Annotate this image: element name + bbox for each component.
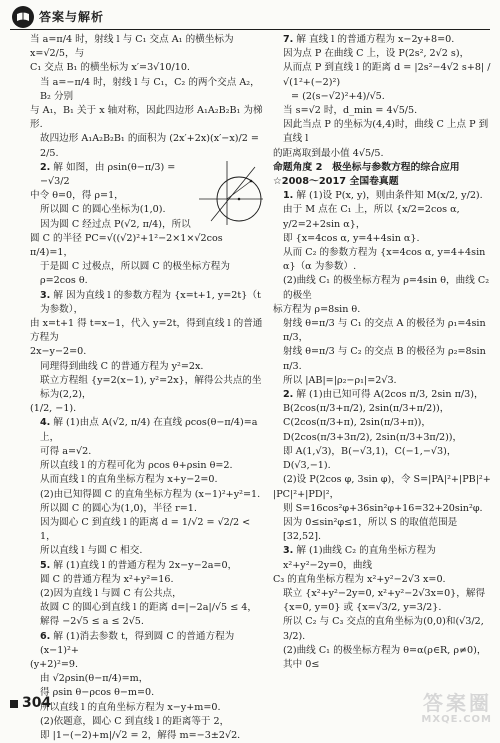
- section-title: 命题角度 2 极坐标与参数方程的综合应用: [273, 161, 460, 173]
- text-line: 由 √2ρsin(θ−π/4)=m，: [40, 673, 149, 685]
- text-line: 当 s=√2 时，d_min = 4√5/5.: [283, 105, 418, 117]
- text-line: 所以圆 C 的圆心为(1,0)，半径 r=1.: [40, 502, 197, 514]
- book-logo-icon: [12, 6, 34, 28]
- text-line: 因为圆心 C 到直线 l 的距离 d = 1/√2 = √2/2 < 1，: [40, 516, 251, 543]
- text-line: (2)曲线 C₁ 的极坐标方程为 θ=α(ρ∈R, ρ≠0)，其中 0≤: [283, 644, 487, 670]
- text-line: 与 A₁，B₁ 关于 x 轴对称，因此四边形 A₁A₂B₂B₁ 为梯形.: [30, 105, 263, 131]
- text-line: 解 (1)消去参数 t，得到圆 C 的普通方程为 (x−1)²+: [40, 630, 235, 656]
- text-line: (2)曲线 C₁ 的极坐标方程为 ρ=4sin θ，曲线 C₂ 的极坐: [283, 275, 490, 301]
- text-line: 当 a=π/4 时，射线 l 与 C₁ 交点 A₁ 的横坐标为 x=√2/5，与: [30, 34, 234, 60]
- text-line: 从而直线 l 的直角坐标方程为 x+y−2=0.: [40, 474, 218, 486]
- header-rule: [10, 29, 490, 30]
- text-line: 从而 C₂ 的参数方程为 {x=4cos α, y=4+4sin α}（α 为参数）.: [283, 247, 486, 273]
- text-line: 所以 C₂ 与 C₃ 交点的直角坐标为(0,0)和(√3/2, 3/2).: [283, 616, 484, 642]
- text-line: 由于 M 点在 C₁ 上，所以 {x/2=2cos α, y/2=2+2sin α}，: [283, 204, 460, 230]
- text-line: 同理得到曲线 C 的普通方程为 y²=2x.: [40, 360, 204, 372]
- text-line: 解 如图，由 ρsin(θ−π/3) = −√3/2: [40, 161, 176, 188]
- text-line: (2)因为直线 l 与圆 C 有公共点，: [40, 587, 182, 599]
- text-line: 所以直线 l 的直角坐标方程为 x−y+m=0.: [40, 701, 221, 713]
- text-line: 因为圆 C 经过点 P(√2, π/4)，所以: [40, 218, 191, 230]
- text-line: 联立 {x²+y²−2y=0, x²+y²−2√3x=0}，解得 {x=0, y=0} 或 {x=√3/2, y=3/2}.: [283, 587, 486, 614]
- text-line: 所以 |AB|=|ρ₂−ρ₁|=2√3.: [283, 374, 397, 386]
- page-footer: [0, 691, 500, 725]
- text-line: 圆 C 的半径 PC=√((√2)²+1²−2×1×√2cos π/4)=1，: [30, 232, 223, 259]
- text-line: 解 (1)由已知可得 A(2cos π/3, 2sin π/3)，: [296, 389, 484, 401]
- text-line: C₁ 交点 B₁ 的横坐标为 x′=3√10/10.: [30, 62, 190, 74]
- text-line: 解 (1)由点 A(√2, π/4) 在直线 ρcos(θ−π/4)=a 上，: [40, 417, 258, 443]
- text-line: 于是圆 C 过极点，所以圆 C 的极坐标方程为 ρ=2cos θ.: [40, 261, 230, 287]
- problem-number: 6.: [40, 630, 51, 642]
- problem-number: 5.: [40, 559, 51, 571]
- text-line: 标方程为 ρ=8sin θ.: [273, 303, 361, 315]
- circle-figure: [197, 159, 265, 227]
- text-line: 即 |1−(−2)+m|/√2 = 2，解得 m=−3±2√2.: [40, 729, 241, 741]
- text-line: 由 x=t+1 得 t=x−1，代入 y=2t，得到直线 l 的普通方程为: [30, 318, 263, 344]
- text-line: 解 (1)直线 l 的普通方程为 2x−y−2a=0，: [53, 559, 238, 571]
- text-line: 解得 −2√5 ≤ a ≤ 2√5.: [40, 616, 144, 628]
- problem-number: 2.: [283, 389, 294, 401]
- text-line: 中令 θ=0，得 ρ=1，: [30, 190, 124, 202]
- page-marker-square: [10, 700, 18, 708]
- text-line: 故四边形 A₁A₂B₂B₁ 的面积为 (2x′+2x)(x′−x)/2 = 2/5.: [40, 133, 259, 159]
- left-column: [30, 33, 265, 743]
- text-line: 解 因为直线 l 的参数方程为 {x=t+1, y=2t}（t 为参数），: [40, 289, 261, 315]
- text-line: (2)依题意，圆心 C 到直线 l 的距离等于 2，: [40, 715, 230, 727]
- text-line: 因此当点 P 的坐标为(4,4)时，曲线 C 上点 P 到直线 l: [283, 119, 489, 145]
- text-line: 所以直线 l 与圆 C 相交.: [40, 545, 143, 557]
- text-line: 因为 0≤sin²φ≤1，所以 S 的取值范围是[32,52].: [283, 516, 458, 543]
- text-line: 得 ρsin θ−ρcos θ−m=0.: [40, 687, 155, 699]
- header-title: 答案与解析: [39, 10, 105, 24]
- text-line: 当 a=−π/4 时，射线 l 与 C₁，C₂ 的两个交点 A₂，B₂ 分别: [40, 76, 260, 102]
- text-line: 圆 C 的普通方程为 x²+y²=16.: [40, 573, 174, 585]
- text-line: 射线 θ=π/3 与 C₁ 的交点 A 的极径为 ρ₁=4sin π/3，: [283, 318, 486, 344]
- problem-number: 4.: [40, 417, 51, 429]
- text-line: = (2(s−√2)²+4)/√5.: [291, 90, 385, 102]
- text-line: 射线 θ=π/3 与 C₂ 的交点 B 的极径为 ρ₂=8sin π/3.: [283, 346, 486, 372]
- text-line: 可得 a=√2.: [40, 445, 92, 457]
- text-line: 则 S=16cos²φ+36sin²φ+16=32+20sin²φ.: [283, 502, 483, 514]
- text-line: 联立方程组 {y=2(x−1), y²=2x}，解得公共点的坐标为(2,2)，: [40, 374, 262, 401]
- text-line: (1/2, −1).: [30, 403, 77, 415]
- problem-number: 7.: [283, 34, 294, 45]
- watermark-logo: [421, 687, 492, 725]
- text-line: C₃ 的直角坐标方程为 x²+y²−2√3 x=0.: [273, 573, 446, 585]
- problem-number: 3.: [40, 289, 51, 301]
- text-line: 即 {x=4cos α, y=4+4sin α}.: [283, 232, 420, 244]
- text-line: |PC|²+|PD|²，: [273, 488, 340, 500]
- text-line: B(2cos(π/3+π/2), 2sin(π/3+π/2))，: [283, 403, 450, 415]
- text-line: 所以圆 C 的圆心坐标为(1,0).: [40, 204, 166, 216]
- text-line: 解 直线 l 的普通方程为 x−2y+8=0.: [296, 34, 455, 45]
- text-line: (y+2)²=9.: [30, 658, 79, 670]
- text-line: 故圆 C 的圆心到直线 l 的距离 d=|−2a|/√5 ≤ 4，: [40, 602, 257, 614]
- text-line: 因为点 P 在曲线 C 上，设 P(2s², 2√2 s)，: [283, 48, 470, 60]
- text-line: (2)设 P(2cos φ, 3sin φ)，令 S=|PA|²+|PB|²+: [283, 474, 491, 486]
- text-line: D(2cos(π/3+3π/2), 2sin(π/3+3π/2))，: [283, 431, 463, 443]
- text-line: C(2cos(π/3+π), 2sin(π/3+π))，: [283, 417, 431, 429]
- watermark-url: MXQE.COM: [421, 714, 492, 725]
- problem-number: 3.: [283, 545, 294, 557]
- text-line: 从而点 P 到直线 l 的距离 d = |2s²−4√2 s+8| / √(1²+(−2)²): [283, 62, 491, 88]
- page-header: [10, 4, 490, 30]
- section-subtitle: ☆2008～2017 全国卷真题: [273, 176, 399, 188]
- watermark-text: 答案圈: [423, 691, 492, 715]
- text-line: 即 A(1,√3)，B(−√3,1)，C(−1,−√3)，D(√3,−1).: [283, 445, 457, 472]
- right-column: [273, 33, 493, 672]
- text-line: 的距离取到最小值 4√5/5.: [273, 147, 384, 159]
- text-line: 解 (1)曲线 C₂ 的直角坐标方程为 x²+y²−2y=0，曲线: [283, 545, 436, 571]
- text-line: 2x−y−2=0.: [30, 346, 87, 358]
- problem-number: 1.: [283, 190, 294, 202]
- problem-number: 2.: [40, 161, 51, 173]
- page-number: 304: [22, 695, 52, 711]
- text-line: (2)由已知得圆 C 的直角坐标方程为 (x−1)²+y²=1.: [40, 488, 261, 500]
- text-line: 解 (1)设 P(x, y)，则由条件知 M(x/2, y/2).: [296, 190, 483, 202]
- text-line: 所以直线 l 的方程可化为 ρcos θ+ρsin θ=2.: [40, 460, 233, 472]
